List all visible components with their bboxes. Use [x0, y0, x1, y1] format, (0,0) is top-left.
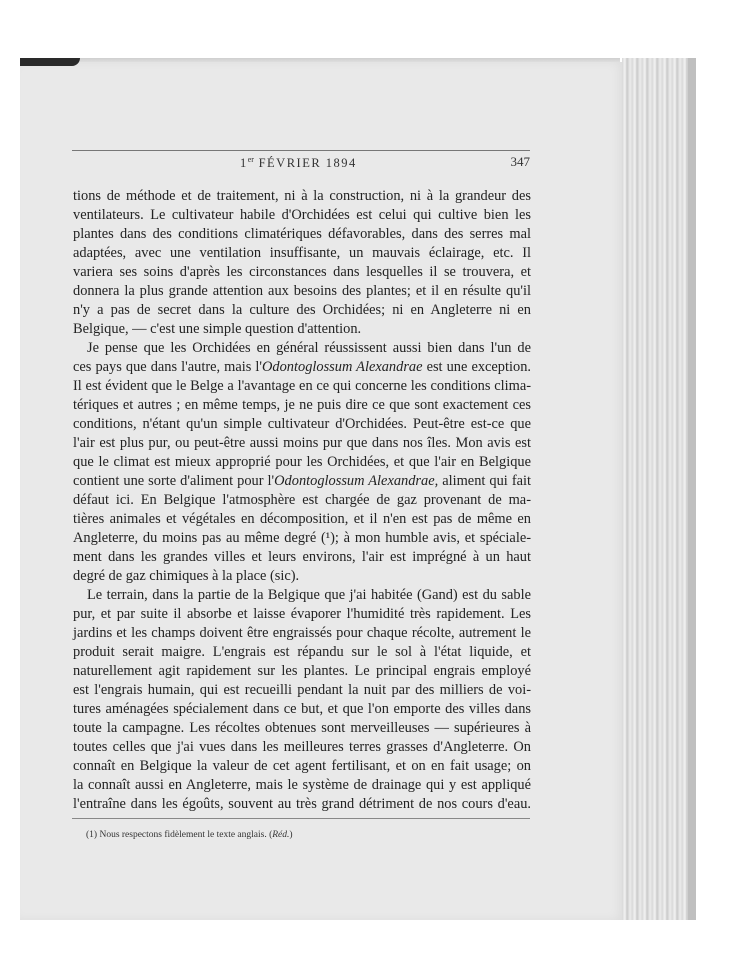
- text-line: Il est évident que le Belge a l'avantage en ce qui concerne les conditions clima-: [73, 378, 531, 394]
- text-line: variera ses soins d'après les circonstances dans lesquelles il se trouvera, et: [73, 264, 531, 280]
- text-line: toutes celles que j'ai vues dans les meilleures terres grasses d'Angleterre. On: [73, 739, 531, 755]
- text-line: Le terrain, dans la partie de la Belgique que j'ai habitée (Gand) est du sable: [87, 587, 531, 603]
- text-line: Je pense que les Orchidées en général réussissent aussi bien dans l'un de: [87, 340, 531, 356]
- date-month-year: FÉVRIER 1894: [253, 156, 357, 170]
- text-line: adaptées, avec une ventilation insuffisante, un mauvais éclairage, etc. Il: [73, 245, 531, 261]
- text-line: plantes dans des conditions climatériques défavorables, dans des serres mal: [73, 226, 531, 242]
- text-line: donnera la plus grande attention aux besoins des plantes; et il en résulte qu'il: [73, 283, 531, 299]
- text-line: naturellement agit rapidement sur les plantes. Le principal engrais employé: [73, 663, 531, 679]
- text-span: aliment qui fait: [438, 473, 531, 489]
- footnote-rule: [72, 818, 530, 819]
- header-rule: [72, 150, 530, 151]
- text-line: tions de méthode et de traitement, ni à la construction, ni à la grandeur des: [73, 188, 531, 204]
- text-line: n'y a pas de secret dans la culture des Orchidées; ni en Angleterre ni en: [73, 302, 531, 318]
- text-line: produit serait maigre. L'engrais est répandu sur le sol à l'état liquide, et: [73, 644, 531, 660]
- page-number: 347: [510, 154, 530, 169]
- date-superscript: er: [247, 155, 254, 164]
- text-line: Angleterre, du moins pas au même degré (¹); à mon humble avis, et spéciale-: [73, 530, 531, 546]
- text-span: est une exception.: [422, 359, 531, 375]
- footnote-text: (1) Nous respectons fidèlement le texte anglais. (: [86, 830, 273, 840]
- text-line: Belgique, — c'est une simple question d'attention.: [73, 321, 362, 337]
- text-line: est l'engrais humain, qui est recueilli pendant la nuit par des milliers de voi-: [73, 682, 531, 698]
- text-line: connaît en Belgique la valeur de cet agent fertilisant, et on en fait usage; on: [73, 758, 531, 774]
- text-line: [73, 358, 531, 377]
- text-line: ment dans les grandes villes et leurs environs, l'air est imprégné à un haut: [73, 549, 531, 565]
- binding-shadow: [20, 58, 80, 66]
- text-line: pur, et par suite il absorbe et laisse évaporer l'humidité très rapidement. Les: [73, 606, 531, 622]
- text-line: conditions, n'étant qu'un simple cultivateur d'Orchidées. Peut-être est-ce que: [73, 416, 531, 432]
- species-name-italic: Odontoglossum Alexandrae: [262, 359, 423, 375]
- text-line: tures aménagées spécialement dans ce but, et que l'on emporte des villes dans: [73, 701, 531, 717]
- date-day: 1: [240, 156, 248, 170]
- footnote: [86, 830, 293, 840]
- book-cover-edge: [688, 58, 696, 920]
- text-line: tériques et autres ; en même temps, je ne puis dire ce que sont exactement ces: [73, 397, 531, 413]
- text-line: défaut ici. En Belgique l'atmosphère est chargée de gaz provenant de ma-: [73, 492, 531, 508]
- running-header-date: [240, 155, 357, 171]
- text-line: degré de gaz chimiques à la place (sic).: [73, 568, 300, 584]
- text-span: ces pays que dans l'autre, mais l': [73, 359, 263, 375]
- footnote-editor-mark: Réd.: [272, 830, 290, 840]
- footnote-close: ): [289, 830, 293, 840]
- text-line: l'entraîne dans les égoûts, souvent au très grand détriment de nos cours d'eau.: [73, 796, 531, 812]
- text-line: ventilateurs. Le cultivateur habile d'Orchidées est celui qui cultive bien les: [73, 207, 531, 223]
- text-line: tières animales et végétales en décomposition, et il n'en est pas de même en: [73, 511, 531, 527]
- text-line: toute la campagne. Les récoltes obtenues sont merveilleuses — supérieures à: [73, 720, 531, 736]
- text-span: contient une sorte d'aliment pour l': [73, 473, 275, 489]
- species-name-italic: Odontoglossum Alexandrae,: [274, 473, 439, 489]
- text-line: jardins et les champs doivent être engraissés pour chaque récolte, autrement le: [73, 625, 531, 641]
- text-line: l'air est plus pur, ou peut-être aussi moins pur que dans nos îles. Mon avis est: [73, 435, 531, 451]
- page-stack-edge: [622, 58, 690, 920]
- text-line: la connaît aussi en Angleterre, mais le système de drainage qui y est appliqué: [73, 777, 531, 793]
- text-line: que le climat est mieux approprié pour les Orchidées, et que l'air en Belgique: [73, 454, 531, 470]
- text-line: [73, 472, 531, 491]
